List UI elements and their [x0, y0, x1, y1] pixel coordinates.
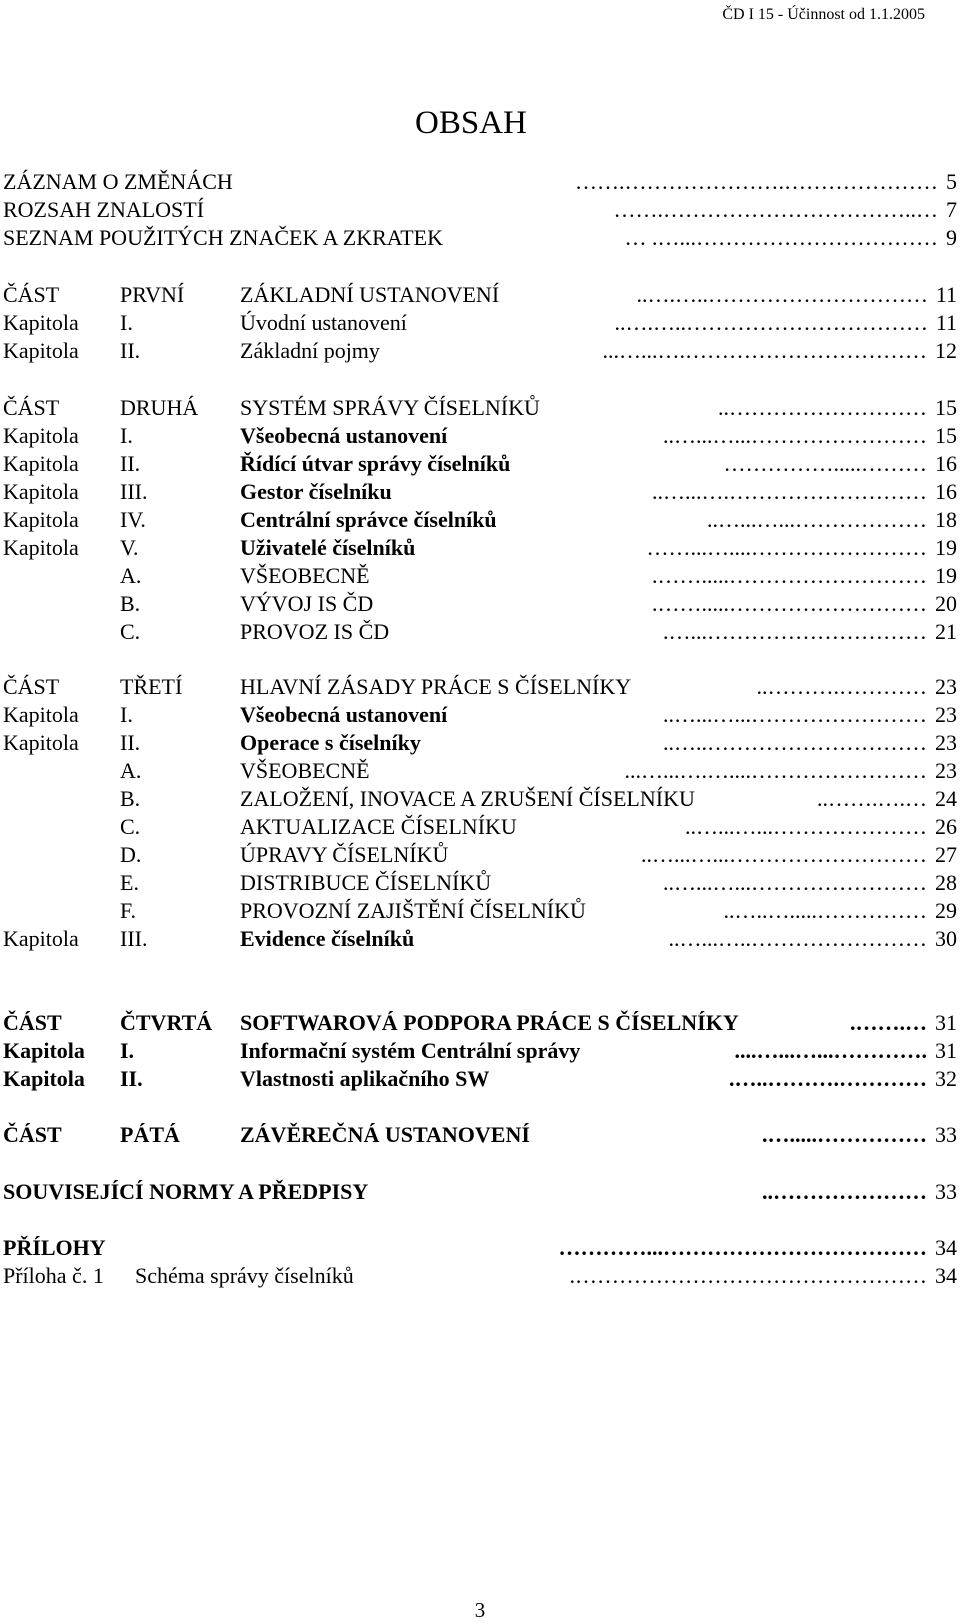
toc-number: II. [120, 451, 141, 476]
toc-page-number: 23 [935, 702, 957, 727]
toc-row [0, 337, 960, 365]
toc-row [0, 673, 960, 701]
toc-title: Informační systém Centrální správy [240, 1038, 581, 1063]
toc-page-number: 34 [935, 1235, 957, 1260]
toc-number: F. [120, 898, 136, 923]
toc-leader: ………………….………………….…… [575, 169, 938, 194]
page-header: ČD I 15 - Účinnost od 1.1.2005 [722, 6, 925, 23]
toc-title: Evidence číselníků [240, 926, 415, 951]
toc-title: Centrální správce číselníků [240, 507, 497, 532]
toc-leader: …………………………….…...…... [602, 338, 927, 363]
toc-number: II. [120, 1066, 143, 1091]
toc-title: PROVOZ IS ČD [240, 619, 390, 644]
toc-leader: …………………………..….. [663, 730, 927, 755]
toc-part: Kapitola [3, 338, 79, 363]
toc-leader: …………………...…...….. [685, 814, 927, 839]
toc-page-number: 11 [935, 282, 957, 307]
toc-part: ČÁST [3, 1122, 62, 1147]
toc-title: SOFTWAROVÁ PODPORA PRÁCE S ČÍSELNÍKY [240, 1010, 739, 1035]
toc-leader: ………………………...…...….. [641, 842, 927, 867]
toc-page-number: 23 [935, 730, 957, 755]
toc-part: Kapitola [3, 535, 79, 560]
toc-page-number: 33 [935, 1122, 957, 1147]
toc-part: Kapitola [3, 926, 79, 951]
page-number-footer [0, 1598, 960, 1623]
toc-leader: ……………………...…...….. [663, 870, 927, 895]
toc-page-number: 31 [935, 1038, 957, 1063]
toc-number: II. [120, 338, 141, 363]
toc-part: ROZSAH ZNALOSTÍ [3, 197, 205, 222]
toc-part: Kapitola [3, 423, 79, 448]
toc-leader: ………….………..…. [729, 1066, 927, 1091]
toc-page-number: 30 [935, 926, 957, 951]
toc-title: HLAVNÍ ZÁSADY PRÁCE S ČÍSELNÍKY [240, 674, 632, 699]
toc-number: III. [120, 479, 148, 504]
toc-page-number: 33 [935, 1179, 957, 1204]
toc-title: VÝVOJ IS ČD [240, 591, 374, 616]
toc-number: II. [120, 730, 141, 755]
toc-page-number: 15 [935, 423, 957, 448]
toc-part: Kapitola [3, 310, 79, 335]
toc-row [0, 478, 960, 506]
toc-number: III. [120, 926, 148, 951]
toc-title: Řídící útvar správy číselníků [240, 451, 511, 476]
toc-number: B. [120, 591, 141, 616]
toc-row [0, 729, 960, 757]
toc-title: VŠEOBECNĚ [240, 758, 370, 783]
toc-row [0, 869, 960, 897]
toc-row [0, 562, 960, 590]
toc-page-number: 26 [935, 814, 957, 839]
toc-leader: ……………………….....……. [652, 591, 927, 616]
toc-leader: ……………………….…...….. [652, 479, 927, 504]
toc-page-number: 16 [935, 479, 957, 504]
toc-leader: .…………...…...….... [734, 1038, 927, 1063]
toc-page-number: 23 [935, 758, 957, 783]
toc-title: Všeobecná ustanovení [240, 423, 448, 448]
toc-leader: ……………………………...…. … [624, 225, 938, 250]
toc-row [0, 309, 960, 337]
toc-leader: ………….……….. [756, 674, 927, 699]
toc-title: DISTRIBUCE ČÍSELNÍKŮ [240, 870, 492, 895]
toc-title: Vlastnosti aplikačního SW [240, 1066, 490, 1091]
toc-leader: ……………………..…...….. [668, 926, 927, 951]
toc-page-number: 18 [935, 507, 957, 532]
toc-part: Příloha č. 1 [3, 1263, 104, 1288]
toc-title: PROVOZNÍ ZAJIŠTĚNÍ ČÍSELNÍKŮ [240, 898, 586, 923]
toc-page-number: 9 [946, 225, 957, 250]
toc-page-number: 5 [946, 169, 957, 194]
toc-title: ÚPRAVY ČÍSELNÍKŮ [240, 842, 449, 867]
toc-title: VŠEOBECNĚ [240, 563, 370, 588]
toc-leader: ….….…….. [817, 786, 927, 811]
toc-page-number: 27 [935, 842, 957, 867]
toc-page-number: 28 [935, 870, 957, 895]
toc-number: ČTVRTÁ [120, 1010, 213, 1035]
toc-row [0, 1234, 960, 1262]
toc-page-number: 31 [935, 1010, 957, 1035]
toc-row [0, 450, 960, 478]
toc-leader: ………………….. [762, 1179, 927, 1204]
toc-row [0, 1121, 960, 1149]
toc-row [0, 897, 960, 925]
toc-leader: …………….....…. [762, 1122, 927, 1147]
toc-row [0, 1178, 960, 1206]
toc-leader: ……………………………..….….. [614, 310, 928, 335]
toc-title: SYSTÉM SPRÁVY ČÍSELNÍKŮ [240, 395, 540, 420]
toc-title: Základní pojmy [240, 338, 380, 363]
toc-number: DRUHÁ [120, 395, 199, 420]
toc-row [0, 701, 960, 729]
toc-number: Schéma správy číselníků [135, 1263, 354, 1288]
toc-part: ZÁZNAM O ZMĚNÁCH [3, 169, 233, 194]
toc-title: AKTUALIZACE ČÍSELNÍKU [240, 814, 517, 839]
toc-page-number: 11 [935, 310, 957, 335]
toc-title: ZÁVĚREČNÁ USTANOVENÍ [240, 1122, 530, 1147]
toc-number: TŘETÍ [120, 674, 183, 699]
toc-row [0, 925, 960, 953]
toc-row [0, 168, 960, 196]
toc-page-number: 16 [935, 451, 957, 476]
toc-page-number: 32 [935, 1066, 957, 1091]
toc-page-number: 24 [935, 786, 957, 811]
toc-number: A. [120, 758, 142, 783]
toc-number: IV. [120, 507, 146, 532]
toc-number: E. [120, 870, 139, 895]
toc-title: ZÁKLADNÍ USTANOVENÍ [240, 282, 500, 307]
toc-part: Kapitola [3, 1038, 85, 1063]
toc-leader: ……………………….....……. [652, 563, 927, 588]
toc-row [0, 618, 960, 646]
toc-number: D. [120, 842, 142, 867]
toc-leader: ……….....…………… [723, 451, 927, 476]
toc-number: PÁTÁ [120, 1122, 180, 1147]
toc-row [0, 590, 960, 618]
page-title-text: OBSAH [415, 105, 527, 141]
toc-leader: …..…………………………….…… [613, 197, 938, 222]
toc-title: Gestor číselníku [240, 479, 392, 504]
toc-number: V. [120, 535, 139, 560]
toc-page-number: 19 [935, 563, 957, 588]
toc-title: ZALOŽENÍ, INOVACE A ZRUŠENÍ ČÍSELNÍKU [240, 786, 695, 811]
toc-number: I. [120, 1038, 135, 1063]
toc-part: SEZNAM POUŽITÝCH ZNAČEK A ZKRATEK [3, 225, 443, 250]
toc-leader: …………………………..….….. [636, 282, 928, 307]
toc-number: I. [120, 310, 133, 335]
toc-row [0, 1037, 960, 1065]
toc-part: ČÁST [3, 282, 60, 307]
toc-row [0, 394, 960, 422]
toc-page-number: 15 [935, 395, 957, 420]
toc-number: A. [120, 563, 142, 588]
toc-row [0, 813, 960, 841]
toc-page-number: 23 [935, 674, 957, 699]
toc-page-number: 34 [935, 1263, 957, 1288]
toc-row [0, 785, 960, 813]
toc-page-number: 7 [946, 197, 957, 222]
toc-row [0, 196, 960, 224]
toc-leader: ……………………....…...…… [646, 535, 927, 560]
toc-part: Kapitola [3, 1066, 85, 1091]
toc-title: Úvodní ustanovení [240, 310, 407, 335]
toc-page-number: 21 [935, 619, 957, 644]
toc-leader: ….……. [850, 1010, 927, 1035]
toc-number: I. [120, 423, 133, 448]
toc-leader: …………………………………………. [569, 1263, 927, 1288]
toc-page-number: 12 [935, 338, 957, 363]
toc-leader: ………………...…...….. [707, 507, 927, 532]
toc-number: PRVNÍ [120, 282, 185, 307]
toc-part: ČÁST [3, 1010, 62, 1035]
toc-part: Kapitola [3, 451, 79, 476]
toc-row [0, 1065, 960, 1093]
toc-row [0, 534, 960, 562]
toc-page-number: 29 [935, 898, 957, 923]
toc-leader: ……………………...…...….. [663, 702, 927, 727]
toc-leader: ……………………....….…...…... [624, 758, 927, 783]
toc-page-number: 20 [935, 591, 957, 616]
toc-part: SOUVISEJÍCÍ NORMY A PŘEDPISY [3, 1179, 369, 1204]
toc-row [0, 422, 960, 450]
toc-number: C. [120, 814, 141, 839]
toc-title: Uživatelé číselníků [240, 535, 416, 560]
toc-part: ČÁST [3, 395, 60, 420]
toc-part: Kapitola [3, 479, 79, 504]
toc-part: Kapitola [3, 730, 79, 755]
toc-number: I. [120, 702, 133, 727]
toc-leader: …………………………...…. [663, 619, 927, 644]
toc-title: Operace s číselníky [240, 730, 421, 755]
toc-part: ČÁST [3, 674, 60, 699]
toc-leader: ………………………………...………… [558, 1235, 927, 1260]
toc-row [0, 757, 960, 785]
toc-leader: ……………………….. [718, 395, 927, 420]
toc-number: B. [120, 786, 141, 811]
toc-row [0, 224, 960, 252]
toc-part: Kapitola [3, 507, 79, 532]
toc-row [0, 281, 960, 309]
page-number: 3 [474, 1598, 486, 1622]
toc-row [0, 841, 960, 869]
toc-number: C. [120, 619, 141, 644]
toc-row [0, 1262, 960, 1290]
toc-leader: …………….....…..….. [723, 898, 927, 923]
toc-title: Všeobecná ustanovení [240, 702, 448, 727]
toc-row [0, 506, 960, 534]
toc-part: Kapitola [3, 702, 79, 727]
toc-leader: ……………………...…...….. [663, 423, 927, 448]
toc-page-number: 19 [935, 535, 957, 560]
toc-part: PŘÍLOHY [3, 1235, 106, 1260]
toc-row [0, 1009, 960, 1037]
page-title [0, 105, 960, 142]
